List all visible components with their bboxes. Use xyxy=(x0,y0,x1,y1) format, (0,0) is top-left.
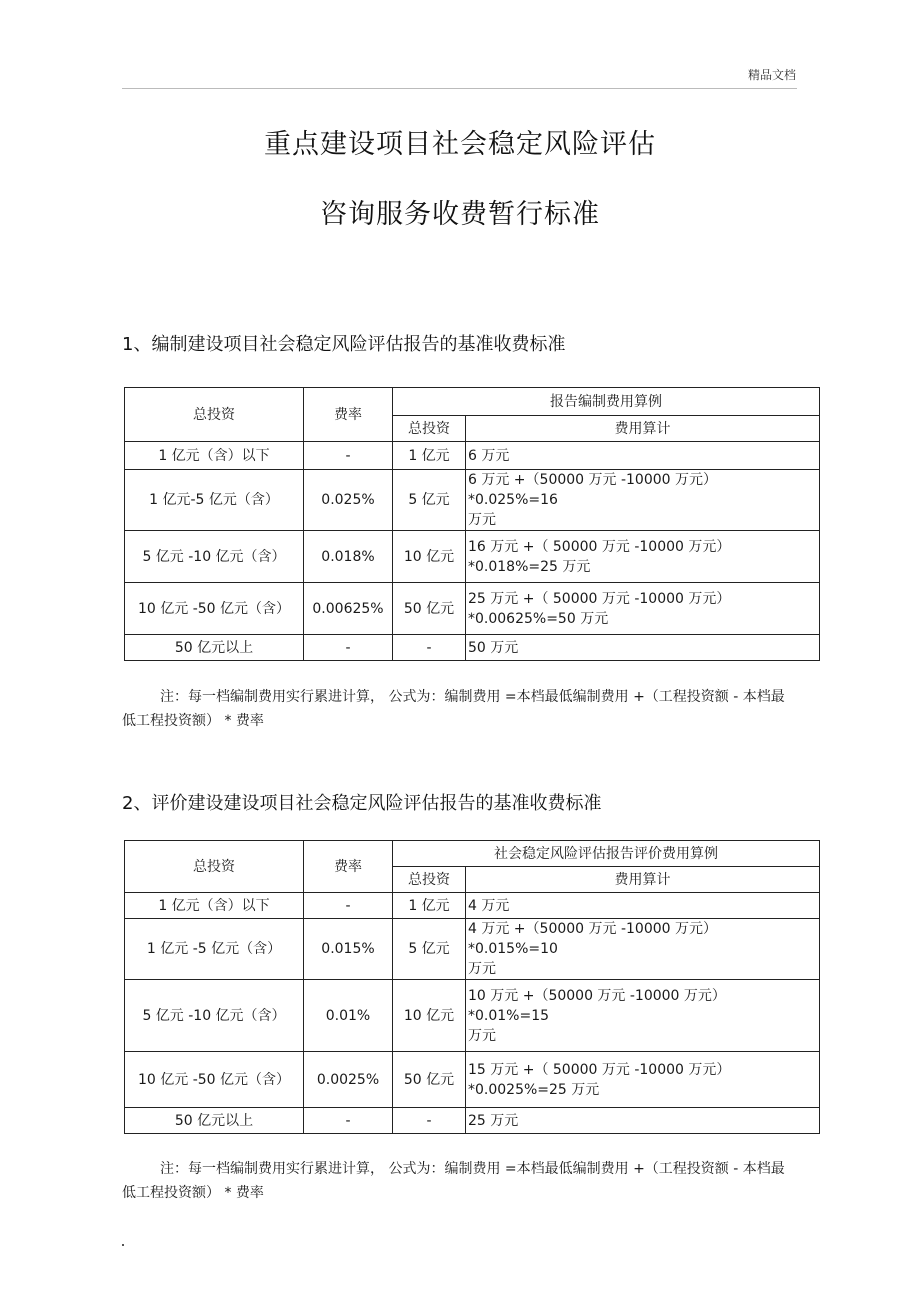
cell-range: 50 亿元以上 xyxy=(125,1108,304,1134)
cell-calc xyxy=(466,1052,820,1108)
table-row xyxy=(125,980,820,1052)
calc-line: *0.018%=25 万元 xyxy=(468,558,591,575)
header-label: 精品文档 xyxy=(747,68,796,82)
calc-line: 4 万元 xyxy=(468,897,510,914)
calc-line: *0.00625%=50 万元 xyxy=(468,610,609,627)
cell-rate: 0.018% xyxy=(304,531,393,583)
cell-calc xyxy=(466,1108,820,1134)
cell-amount: 50 亿元 xyxy=(393,1052,466,1108)
calc-line: 25 万元 xyxy=(468,1112,519,1129)
calc-line: *0.01%=15 xyxy=(468,1007,550,1024)
header-example: 社会稳定风险评估报告评价费用算例 xyxy=(393,841,820,867)
header-rate: 费率 xyxy=(304,841,393,893)
calc-line: 万元 xyxy=(468,961,496,977)
section2-fee-table xyxy=(124,840,820,1134)
cell-range: 10 亿元 -50 亿元（含） xyxy=(125,583,304,635)
cell-rate: - xyxy=(304,442,393,470)
header-example: 报告编制费用算例 xyxy=(393,388,820,416)
table-row xyxy=(125,893,820,919)
section1-heading: 1、编制建设项目社会稳定风险评估报告的基准收费标准 xyxy=(122,334,566,355)
cell-calc xyxy=(466,470,820,531)
cell-calc xyxy=(466,919,820,980)
cell-amount: 5 亿元 xyxy=(393,470,466,531)
calc-line: 15 万元 +（ 50000 万元 -10000 万元） xyxy=(468,1061,731,1078)
cell-calc xyxy=(466,583,820,635)
cell-range: 10 亿元 -50 亿元（含） xyxy=(125,1052,304,1108)
section1-note: 注：每一档编制费用实行累进计算， 公式为：编制费用 =本档最低编制费用 +（工程投资额 - 本档最低工程投资额） * 费率 xyxy=(122,689,785,729)
cell-amount: 1 亿元 xyxy=(393,893,466,919)
cell-range: 5 亿元 -10 亿元（含） xyxy=(125,980,304,1052)
cell-amount: 5 亿元 xyxy=(393,919,466,980)
header-investment: 总投资 xyxy=(125,388,304,442)
cell-amount: - xyxy=(393,1108,466,1134)
cell-rate: - xyxy=(304,1108,393,1134)
calc-line: *0.0025%=25 万元 xyxy=(468,1081,600,1098)
table-row xyxy=(125,583,820,635)
cell-calc xyxy=(466,442,820,470)
table-row xyxy=(125,919,820,980)
cell-calc xyxy=(466,635,820,661)
cell-rate: 0.0025% xyxy=(304,1052,393,1108)
cell-amount: 10 亿元 xyxy=(393,531,466,583)
calc-line: 50 万元 xyxy=(468,639,519,656)
document-title-line1: 重点建设项目社会稳定风险评估 xyxy=(264,129,656,160)
cell-amount: 10 亿元 xyxy=(393,980,466,1052)
calc-line: 16 万元 +（ 50000 万元 -10000 万元） xyxy=(468,538,731,555)
calc-line: *0.015%=10 xyxy=(468,941,558,957)
cell-calc xyxy=(466,893,820,919)
cell-rate: - xyxy=(304,893,393,919)
calc-line: 6 万元 xyxy=(468,447,510,464)
page-dot xyxy=(122,1244,124,1246)
subheader-calc: 费用算计 xyxy=(466,867,820,893)
cell-range: 1 亿元-5 亿元（含） xyxy=(125,470,304,531)
cell-range: 50 亿元以上 xyxy=(125,635,304,661)
calc-line: 万元 xyxy=(468,1027,496,1044)
calc-line: 10 万元 +（50000 万元 -10000 万元） xyxy=(468,987,726,1004)
cell-amount: 50 亿元 xyxy=(393,583,466,635)
section1-fee-table xyxy=(124,387,820,661)
cell-rate: 0.00625% xyxy=(304,583,393,635)
section2-heading: 2、评价建设建设项目社会稳定风险评估报告的基准收费标准 xyxy=(122,793,602,814)
subheader-investment: 总投资 xyxy=(393,416,466,442)
cell-rate: 0.01% xyxy=(304,980,393,1052)
subheader-calc: 费用算计 xyxy=(466,416,820,442)
cell-range: 1 亿元 -5 亿元（含） xyxy=(125,919,304,980)
table-row xyxy=(125,442,820,470)
calc-line: 25 万元 +（ 50000 万元 -10000 万元） xyxy=(468,590,731,607)
calc-line: *0.025%=16 xyxy=(468,492,558,508)
cell-amount: 1 亿元 xyxy=(393,442,466,470)
cell-range: 1 亿元（含）以下 xyxy=(125,442,304,470)
calc-line: 4 万元 +（50000 万元 -10000 万元） xyxy=(468,921,718,937)
cell-amount: - xyxy=(393,635,466,661)
cell-rate: - xyxy=(304,635,393,661)
cell-rate: 0.015% xyxy=(304,919,393,980)
header-divider xyxy=(122,88,797,89)
table-row xyxy=(125,470,820,531)
table-row xyxy=(125,635,820,661)
header-investment: 总投资 xyxy=(125,841,304,893)
calc-line: 6 万元 +（50000 万元 -10000 万元） xyxy=(468,472,718,488)
section2-note: 注：每一档编制费用实行累进计算， 公式为：编制费用 =本档最低编制费用 +（工程投资额 - 本档最低工程投资额） * 费率 xyxy=(122,1161,785,1201)
cell-range: 1 亿元（含）以下 xyxy=(125,893,304,919)
calc-line: 万元 xyxy=(468,512,496,528)
document-title-line2: 咨询服务收费暂行标准 xyxy=(320,199,600,230)
table-row xyxy=(125,531,820,583)
table-row xyxy=(125,1108,820,1134)
cell-calc xyxy=(466,531,820,583)
subheader-investment: 总投资 xyxy=(393,867,466,893)
cell-calc xyxy=(466,980,820,1052)
cell-range: 5 亿元 -10 亿元（含） xyxy=(125,531,304,583)
header-rate: 费率 xyxy=(304,388,393,442)
cell-rate: 0.025% xyxy=(304,470,393,531)
table-row xyxy=(125,1052,820,1108)
